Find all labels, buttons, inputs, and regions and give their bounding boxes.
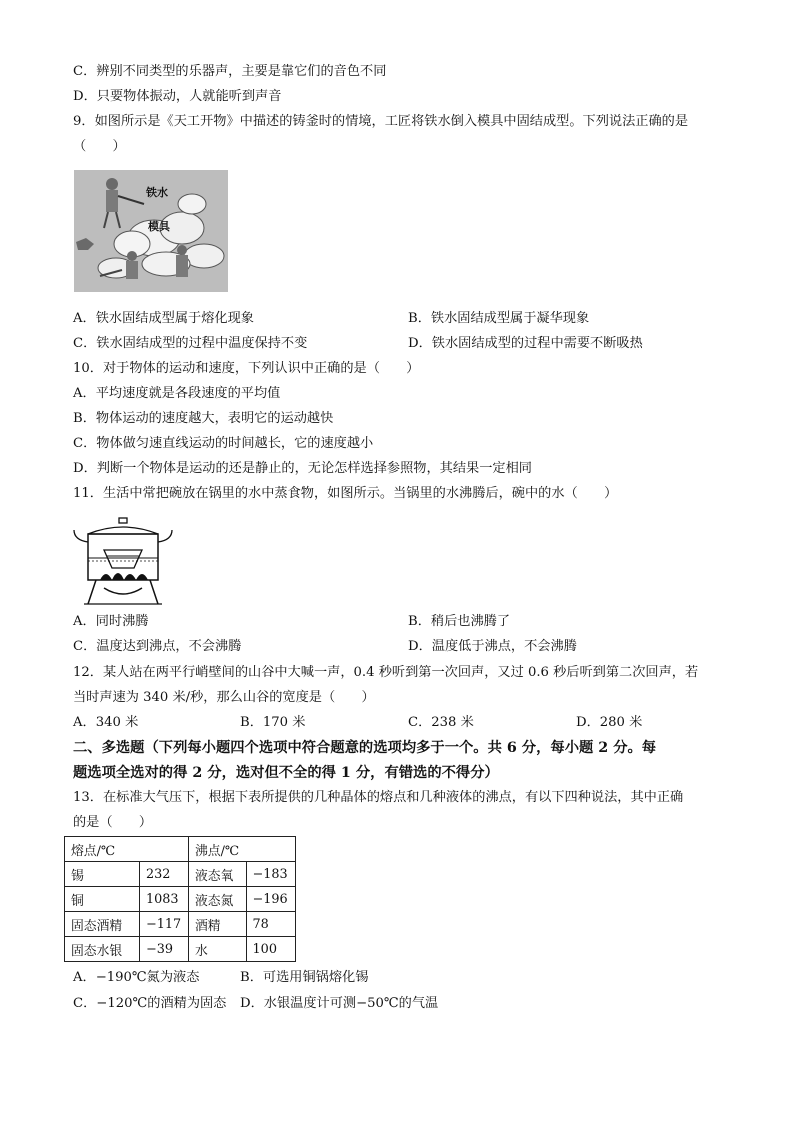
q8-option-c: C．辨别不同类型的乐器声，主要是靠它们的音色不同: [73, 64, 387, 79]
q13-option-a: A．−190℃氮为液态: [73, 970, 200, 985]
table-cell: 固态水银: [65, 937, 140, 962]
q11-stem: 11．生活中常把碗放在锅里的水中蒸食物，如图所示。当锅里的水沸腾后，碗中的水（ ）: [73, 486, 618, 501]
q10-option-a: A．平均速度就是各段速度的平均值: [73, 386, 281, 401]
header-melting-point: 熔点/℃: [65, 837, 189, 862]
section-2-heading-line2: 题选项全选对的得 2 分，选对但不全的得 1 分，有错选的不得分）: [73, 765, 499, 781]
q12-stem-line1: 12．某人站在两平行峭壁间的山谷中大喊一声，0.4 秒听到第一次回声，又过 0.6 秒后听到第二次回声，若: [73, 665, 699, 680]
table-row: [65, 862, 296, 887]
q11-option-d: D．温度低于沸点，不会沸腾: [408, 639, 577, 654]
table-row: [65, 887, 296, 912]
q9-option-d: D．铁水固结成型的过程中需要不断吸热: [408, 336, 643, 351]
q10-stem: 10．对于物体的运动和速度，下列认识中正确的是（ ）: [73, 361, 420, 376]
q10-option-b: B．物体运动的速度越大，表明它的运动越快: [73, 411, 334, 426]
steaming-pot-drawing: [70, 516, 176, 608]
q12-option-b: B．170 米: [240, 715, 306, 730]
q13-option-d: D．水银温度计可测−50℃的气温: [240, 996, 439, 1011]
table-cell: 78: [246, 912, 295, 937]
q12-option-d: D．280 米: [576, 715, 643, 730]
table-cell: 酒精: [189, 912, 247, 937]
label-mold: 模具: [148, 220, 170, 233]
table-cell: 锡: [65, 862, 140, 887]
table-cell: 1083: [140, 887, 189, 912]
q9-answer-paren: （ ）: [73, 139, 126, 154]
q11-option-c: C．温度达到沸点，不会沸腾: [73, 639, 242, 654]
q12-option-c: C．238 米: [408, 715, 474, 730]
q9-option-b: B．铁水固结成型属于凝华现象: [408, 311, 590, 326]
table-cell: 液态氮: [189, 887, 247, 912]
q12-stem-line2: 当时声速为 340 米/秒，那么山谷的宽度是（ ）: [73, 690, 375, 705]
table-cell: 232: [140, 862, 189, 887]
q9-option-c: C．铁水固结成型的过程中温度保持不变: [73, 336, 308, 351]
table-header-row: [65, 837, 296, 862]
q10-option-d: D．判断一个物体是运动的还是静止的，无论怎样选择参照物，其结果一定相同: [73, 461, 532, 476]
table-cell: 铜: [65, 887, 140, 912]
header-boiling-point: 沸点/℃: [189, 837, 296, 862]
steaming-pot-illustration: [70, 516, 176, 608]
q12-option-a: A．340 米: [73, 715, 139, 730]
table-cell: 液态氧: [189, 862, 247, 887]
q13-stem-line1: 13．在标准大气压下，根据下表所提供的几种晶体的熔点和几种液体的沸点，有以下四种说法，其中正确: [73, 790, 684, 805]
table-cell: −196: [246, 887, 295, 912]
q13-option-c: C．−120℃的酒精为固态: [73, 996, 227, 1011]
q13-stem-line2: 的是（ ）: [73, 815, 153, 830]
table-cell: 水: [189, 937, 247, 962]
q13-option-b: B．可选用铜锅熔化锡: [240, 970, 369, 985]
q11-option-a: A．同时沸腾: [73, 614, 149, 629]
table-cell: 固态酒精: [65, 912, 140, 937]
q9-option-a: A．铁水固结成型属于熔化现象: [73, 311, 254, 326]
q9-stem: 9．如图所示是《天工开物》中描述的铸釜时的情境，工匠将铁水倒入模具中固结成型。下列说法正确的是: [73, 114, 689, 129]
table-cell: −183: [246, 862, 295, 887]
table-cell: −117: [140, 912, 189, 937]
q8-option-d: D．只要物体振动，人就能听到声音: [73, 89, 282, 104]
table-row: [65, 912, 296, 937]
q11-option-b: B．稍后也沸腾了: [408, 614, 511, 629]
table-row: [65, 937, 296, 962]
label-iron-water: 铁水: [146, 186, 168, 199]
table-cell: 100: [246, 937, 295, 962]
casting-illustration: [74, 170, 228, 292]
melting-boiling-point-table: [64, 836, 296, 962]
q10-option-c: C．物体做匀速直线运动的时间越长，它的速度越小: [73, 436, 374, 451]
section-2-heading-line1: 二、多选题（下列每小题四个选项中符合题意的选项均多于一个。共 6 分，每小题 2 分。每: [73, 740, 657, 756]
table-cell: −39: [140, 937, 189, 962]
